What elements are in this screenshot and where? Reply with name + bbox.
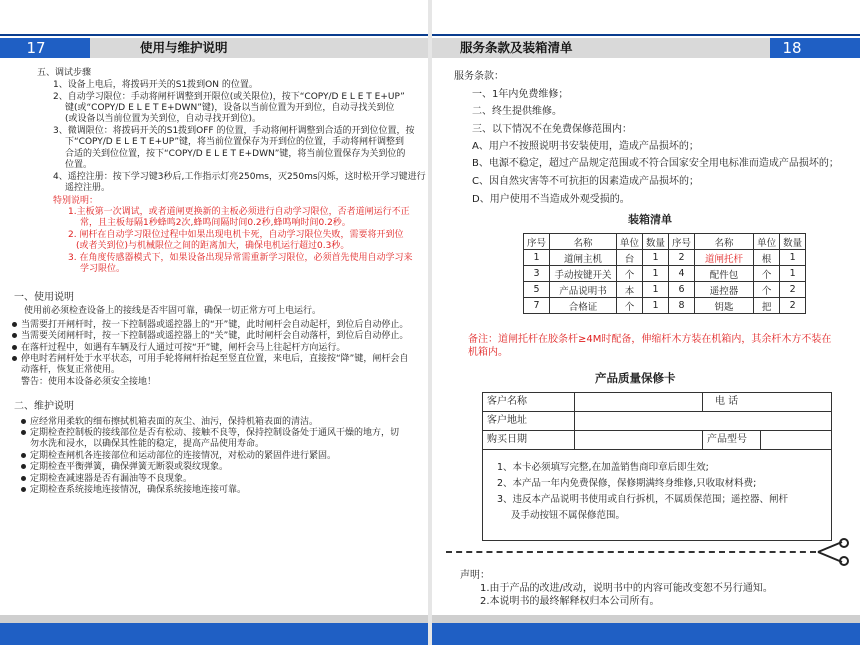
special-note: 常，且主板每隔1秒蜂鸣2次,蜂鸣间隔时间0.2秒,蜂鸣响时间0.2秒。 (80, 218, 351, 228)
footer-stripe (432, 615, 860, 623)
top-rule (0, 34, 428, 36)
debug-step: 3、微调限位：将拨码开关的S1拨到OFF 的位置，手动将闸杆调整到合适的开到位位置，按 (53, 126, 415, 136)
maint-item: 应经常用柔软的细布擦拭机箱表面的灰尘、油污，保持机箱表面的清洁。 (21, 417, 318, 429)
service-item: 三、以下情况不在免费保修范围内： (472, 124, 632, 135)
table-cell: 产品说明书 (550, 282, 617, 298)
warranty-card-title: 产品质量保修卡 (595, 371, 676, 385)
table-cell: 5 (524, 282, 550, 298)
warranty-card (482, 392, 832, 541)
customer-name-field[interactable] (575, 393, 703, 411)
table-header: 序号 (669, 234, 695, 250)
table-cell: 钥匙 (695, 298, 754, 314)
maint-item-cont: 勿水洗和浸水，以确保其性能的稳定，提高产品使用寿命。 (30, 439, 265, 449)
table-cell: 手动按键开关 (550, 266, 617, 282)
special-note: 学习限位。 (80, 264, 126, 274)
purchase-date-field[interactable] (575, 431, 703, 449)
table-cell: 道闸主机 (550, 250, 617, 266)
usage-item: 当需要打开闸杆时，按一下控制器或遥控器上的“开”键，此时闸杆会自动起杆，到位后自动停止。 (12, 320, 408, 332)
table-header: 名称 (695, 234, 754, 250)
bullet-dot (21, 464, 26, 469)
warranty-term: 3、违反本产品说明书使用或自行拆机，不属质保范围；遥控器、闸杆 (497, 494, 789, 505)
scissors-icon (816, 538, 850, 566)
table-cell: 2 (780, 282, 806, 298)
statement-title: 声明： (460, 570, 490, 581)
maint-item: 定期检查控制板的接线部位是否有松动、接触不良等，保持控制设备处于通风干燥的地方，切 (21, 428, 399, 440)
debug-step: 键(或“COPY/D E L E T E+DWN”键)，设备以当前位置为开到位，自动寻找关到位 (65, 103, 395, 113)
packing-note: 备注：道闸托杆在胶条杆≥4M时配备，伸缩杆木方装在机箱内，其余杆木方不装在 (468, 334, 832, 345)
table-cell: 8 (669, 298, 695, 314)
footer-stripe (0, 615, 428, 623)
table-header-row (524, 234, 806, 250)
table-cell: 个 (617, 298, 643, 314)
warranty-row (483, 412, 831, 431)
warranty-term: 2、本产品一年内免费保修，保修期满终身维修,只收取材料费; (497, 478, 757, 489)
table-cell: 个 (617, 266, 643, 282)
packing-list-title: 装箱清单 (628, 213, 672, 226)
special-note: 1.主板第一次调试，或者道闸更换新的主板必须进行自动学习限位，否者道闸运行不正 (68, 207, 410, 217)
table-cell: 1 (780, 266, 806, 282)
table-cell: 1 (643, 282, 669, 298)
packing-list-table (523, 233, 806, 314)
debug-title: 五、调试步骤 (37, 68, 92, 78)
special-note: 2. 闸杆在自动学习限位过程中如果出现电机卡死，自动学习限位失败，需要将开到位 (68, 230, 404, 240)
table-cell: 个 (754, 282, 780, 298)
table-cell: 根 (754, 250, 780, 266)
bullet-dot (21, 419, 26, 424)
warranty-row (483, 431, 831, 450)
cut-line (446, 551, 816, 553)
debug-step: 2、自动学习限位：手动将闸杆调整到开限位(或关限位)，按下“COPY/D E L E T E+UP” (53, 92, 405, 102)
table-cell: 本 (617, 282, 643, 298)
table-row (524, 282, 806, 298)
table-cell: 3 (524, 266, 550, 282)
service-item: 一、1年内免费维修； (472, 89, 569, 100)
page-number: 17 (26, 39, 46, 57)
bullet-dot (12, 345, 17, 350)
table-cell: 把 (754, 298, 780, 314)
usage-title: 一、使用说明 (14, 292, 74, 303)
table-header: 数量 (780, 234, 806, 250)
page-number: 18 (782, 39, 802, 57)
warranty-row (483, 393, 831, 412)
usage-warning: 警告：使用本设备必须安全接地！ (21, 377, 157, 387)
statement-line: 2.本说明书的最终解释权归本公司所有。 (480, 596, 660, 607)
table-cell: 遥控器 (695, 282, 754, 298)
model-field[interactable] (761, 431, 831, 449)
special-note-title: 特别说明： (53, 196, 99, 206)
bullet-dot (12, 356, 17, 361)
maint-item: 定期检查系统接地连接情况，确保系统接地连接可靠。 (21, 485, 246, 497)
table-cell: 1 (643, 298, 669, 314)
packing-note: 机箱内。 (468, 347, 508, 358)
statement-line: 1.由于产品的改进/改动，说明书中的内容可能改变恕不另行通知。 (480, 583, 773, 594)
maint-item: 定期检查减速器是否有漏油等不良现象。 (21, 474, 192, 486)
table-cell: 个 (754, 266, 780, 282)
bullet-dot (12, 322, 17, 327)
customer-name-label: 客户名称 (483, 393, 575, 411)
maint-item: 定期检查闸机各连接部位和运动部位的连接情况，对松动的紧固件进行紧固。 (21, 451, 336, 463)
table-cell: 6 (669, 282, 695, 298)
purchase-date-label: 购买日期 (483, 431, 575, 449)
usage-item: 当需要关闭闸杆时，按一下控制器或遥控器上的“关”键，此时闸杆会自动落杆，到位后自动停止。 (12, 331, 408, 343)
usage-item: 停电时若闸杆处于水平状态，可用手轮将闸杆抬起至竖直位置，来电后，直接按“降”键，闸杆会自 (12, 354, 408, 366)
bullet-dot (21, 487, 26, 492)
table-cell: 1 (524, 250, 550, 266)
table-header: 单位 (617, 234, 643, 250)
service-item: B、电源不稳定，超过产品规定范围或不符合国家安全用电标准而造成产品损坏的； (472, 158, 839, 169)
page-title: 服务条款及装箱清单 (432, 38, 770, 58)
warranty-term: 1、本卡必须填写完整,在加盖销售商印章后即生效; (497, 462, 709, 473)
table-header: 序号 (524, 234, 550, 250)
footer-band (0, 623, 428, 645)
table-cell: 台 (617, 250, 643, 266)
maint-item: 定期检查平衡弹簧，确保弹簧无断裂或裂纹现象。 (21, 462, 228, 474)
table-cell: 配件包 (695, 266, 754, 282)
warranty-term: 及手动按钮不属保修范围。 (511, 510, 626, 521)
table-cell: 4 (669, 266, 695, 282)
table-row (524, 266, 806, 282)
table-row (524, 250, 806, 266)
table-cell: 1 (643, 266, 669, 282)
table-cell: 7 (524, 298, 550, 314)
top-rule (432, 34, 860, 36)
left-page (0, 0, 428, 645)
service-item: A、用户不按照说明书安装使用，造成产品损坏的； (472, 141, 699, 152)
phone-label: 电 话 (715, 396, 739, 407)
debug-step: 1、设备上电后，将拨码开关的S1拨到ON 的位置。 (53, 80, 258, 90)
service-item: D、用户使用不当造成外观受损的。 (472, 194, 630, 205)
debug-step: (或设备以当前位置为关到位，自动寻找开到位)。 (65, 114, 262, 124)
table-row (524, 298, 806, 314)
usage-item-cont: 动落杆，恢复正常使用。 (21, 365, 121, 375)
bullet-dot (21, 430, 26, 435)
service-item: 二、终生提供维修。 (472, 106, 562, 117)
bullet-dot (21, 453, 26, 458)
table-header: 数量 (643, 234, 669, 250)
address-field[interactable] (575, 412, 831, 430)
model-label: 产品型号 (703, 431, 761, 449)
special-note: 3. 在角度传感器模式下，如果设备出现异常需重新学习限位，必须首先使用自动学习来 (68, 253, 413, 263)
debug-step: 合适的关到位位置，按下“COPY/D E L E T E+DWN”键，将当前位置保存为关到位的 (65, 149, 406, 159)
page-title: 使用与维护说明 (90, 38, 428, 58)
table-header: 单位 (754, 234, 780, 250)
table-cell: 道闸托杆 (695, 250, 754, 266)
debug-step: 遥控注册。 (65, 183, 111, 193)
service-item: C、因自然灾害等不可抗拒的因素造成产品损坏的； (472, 176, 699, 187)
maintenance-title: 二、维护说明 (14, 401, 74, 412)
bullet-dot (21, 476, 26, 481)
debug-step: 下“COPY/D E L E T E+UP”键，将当前位置保存为开到位的位置，手动将闸杆调整到 (65, 137, 404, 147)
footer-band (432, 623, 860, 645)
special-note: (或者关到位)与机械限位之间的距离加大，确保电机运行超过0.3秒。 (76, 241, 350, 251)
address-label: 客户地址 (483, 412, 575, 430)
service-title: 服务条款： (454, 71, 504, 82)
right-page (432, 0, 860, 645)
debug-step: 4、遥控注册：按下学习键3秒后,工作指示灯亮250ms，灭250ms闪烁，这时松开学习键进行 (53, 172, 426, 182)
table-cell: 1 (780, 250, 806, 266)
table-cell: 2 (780, 298, 806, 314)
table-cell: 1 (643, 250, 669, 266)
usage-item: 在落杆过程中，如遇有车辆及行人通过可按“开”键，闸杆会马上往起杆方向运行。 (12, 343, 345, 355)
table-header: 名称 (550, 234, 617, 250)
table-cell: 2 (669, 250, 695, 266)
debug-step: 位置。 (65, 160, 93, 170)
table-cell: 合格证 (550, 298, 617, 314)
bullet-dot (12, 333, 17, 338)
usage-intro: 使用前必须检查设备上的接线是否牢固可靠，确保一切正常方可上电运行。 (24, 306, 322, 316)
